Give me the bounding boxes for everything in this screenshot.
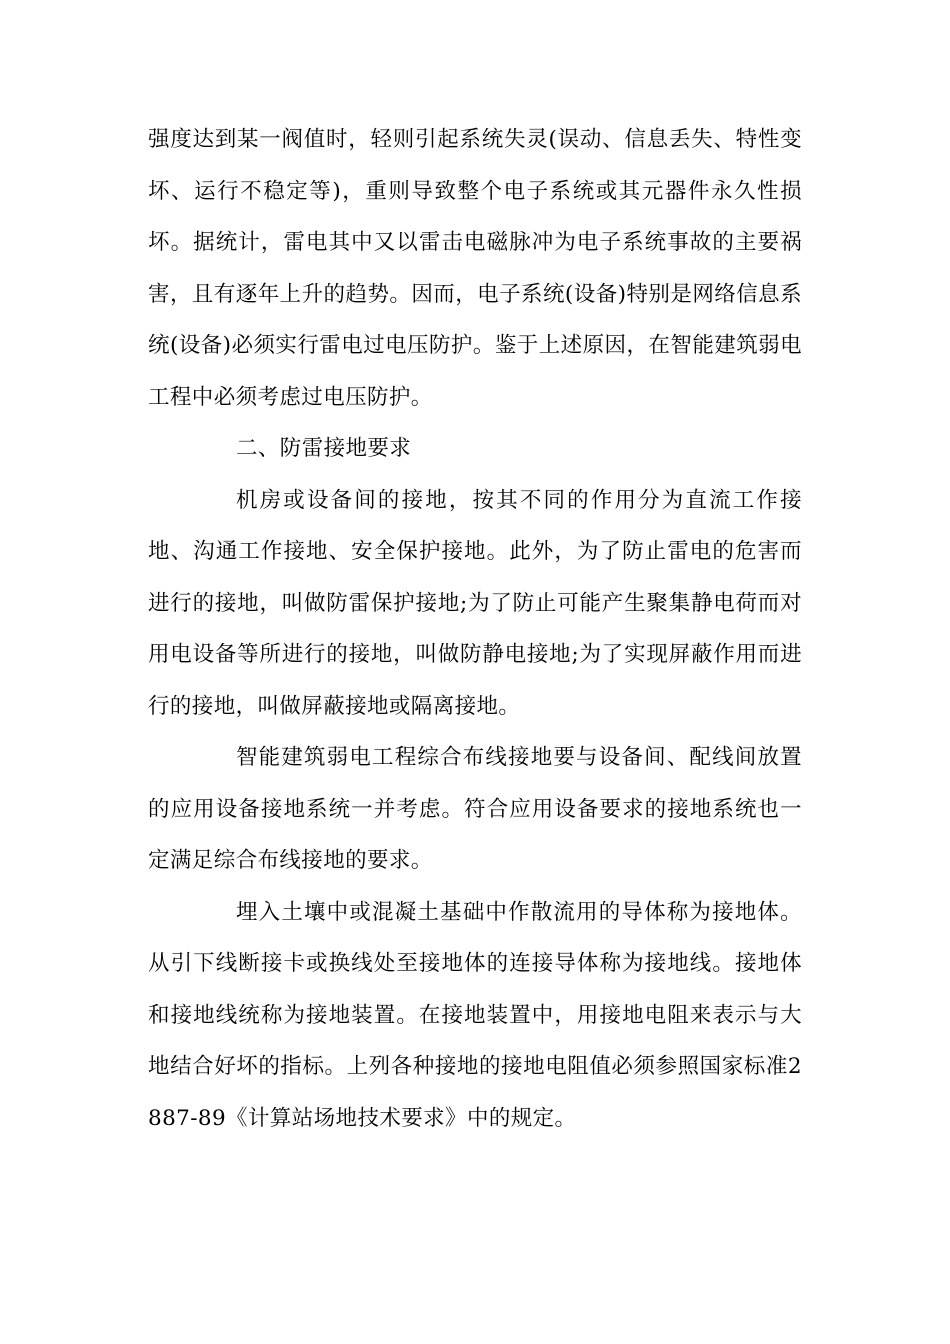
paragraph-continuation: 强度达到某一阀值时，轻则引起系统失灵(误动、信息丢失、特性变坏、运行不稳定等)，重则导致整个电子系统或其元器件永久性损坏。据统计，雷电其中又以雷击电磁脉冲为电子系统事故的主要祸害，且有逐年上升的趋势。因而，电子系统(设备)特别是网络信息系统(设备)必须实行雷电过电压防护。鉴于上述原因，在智能建筑弱电工程中必须考虑过电压防护。: [148, 127, 802, 410]
paragraph-cabling-grounding: 智能建筑弱电工程综合布线接地要与设备间、配线间放置的应用设备接地系统一并考虑。符合应用设备要求的接地系统也一定满足综合布线接地的要求。: [148, 745, 802, 873]
paragraph-grounding-device: 埋入土壤中或混凝土基础中作散流用的导体称为接地体。从引下线断接卡或换线处至接地体的连接导体称为接地线。接地体和接地线统称为接地装置。在接地装置中，用接地电阻来表示与大地结合好坏的指标。上列各种接地的接地电阻值必须参照国家标准2887-89《计算站场地技术要求》中的规定。: [148, 899, 802, 1131]
document-body: [148, 114, 802, 1144]
section-heading: 二、防雷接地要求: [236, 436, 412, 461]
paragraph-grounding-types: 机房或设备间的接地，按其不同的作用分为直流工作接地、沟通工作接地、安全保护接地。此外，为了防止雷电的危害而进行的接地，叫做防雷保护接地;为了防止可能产生聚集静电荷而对用电设备等所进行的接地，叫做防静电接地;为了实现屏蔽作用而进行的接地，叫做屏蔽接地或隔离接地。: [148, 487, 802, 719]
